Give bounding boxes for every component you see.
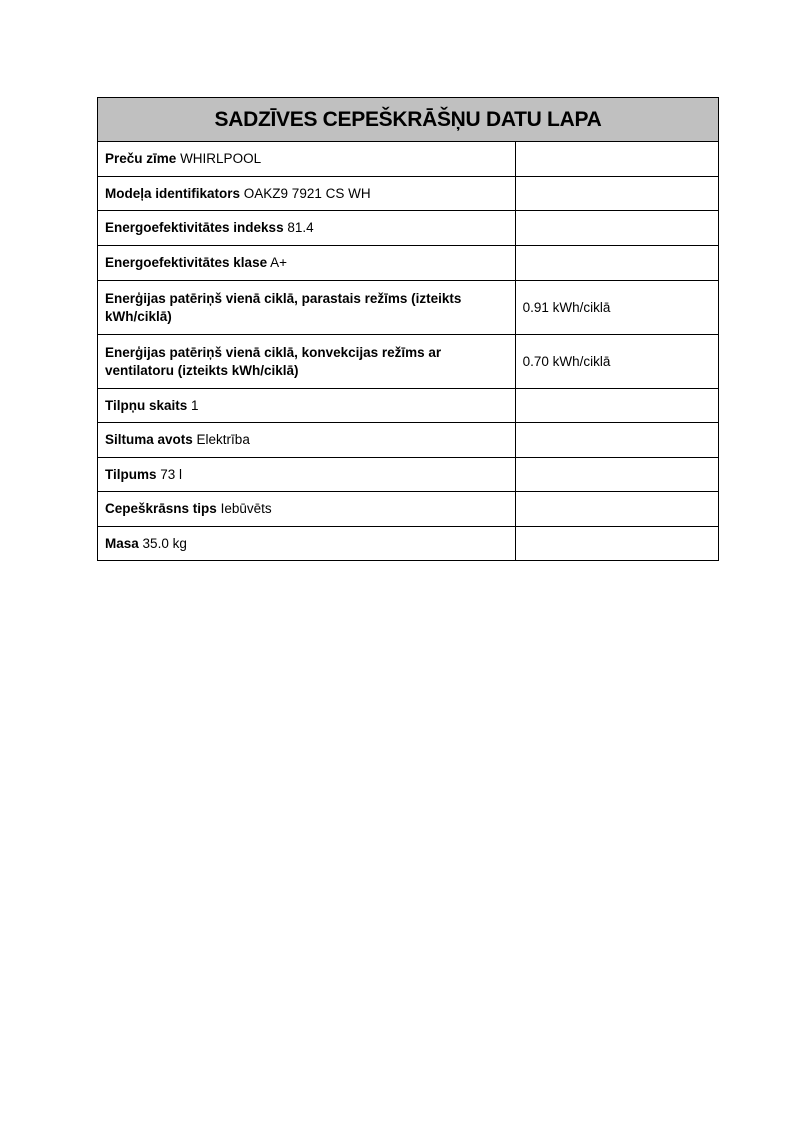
row-right-value xyxy=(515,211,718,246)
row-value: 73 l xyxy=(160,466,183,482)
datasheet-table xyxy=(97,97,719,561)
row-right-value xyxy=(515,492,718,527)
row-label: Modeļa identifikators xyxy=(105,185,241,201)
row-label: Enerģijas patēriņš vienā ciklā, konvekcijas režīms ar ventilatoru (izteikts kWh/ciklā) xyxy=(105,344,442,378)
table-row xyxy=(98,335,719,389)
table-row xyxy=(98,492,719,527)
row-right-value xyxy=(515,423,718,458)
table-row xyxy=(98,527,719,561)
table-row xyxy=(98,281,719,335)
row-right-value: 0.70 kWh/ciklā xyxy=(515,335,718,389)
title-row xyxy=(98,98,719,142)
row-right-value xyxy=(515,142,718,177)
row-label: Tilpņu skaits xyxy=(105,397,188,413)
row-right-value xyxy=(515,246,718,281)
row-label: Masa xyxy=(105,535,139,551)
table-row xyxy=(98,458,719,492)
row-value: A+ xyxy=(270,255,287,270)
row-value: 1 xyxy=(191,397,199,413)
row-right-value xyxy=(515,389,718,423)
page-title: SADZĪVES CEPEŠKRĀŠŅU DATU LAPA xyxy=(98,98,719,142)
row-label: Enerģijas patēriņš vienā ciklā, parastais režīms (izteikts kWh/ciklā) xyxy=(105,290,462,324)
row-value: Elektrība xyxy=(196,432,250,447)
table-row xyxy=(98,246,719,281)
table-row xyxy=(98,423,719,458)
row-label: Preču zīme xyxy=(105,151,177,166)
row-right-value xyxy=(515,177,718,211)
table-row xyxy=(98,177,719,211)
table-row xyxy=(98,389,719,423)
row-label: Energoefektivitātes klase xyxy=(105,255,268,270)
row-right-value xyxy=(515,458,718,492)
row-value: 35.0 kg xyxy=(142,535,187,551)
row-label: Siltuma avots xyxy=(105,432,193,447)
table-row xyxy=(98,142,719,177)
table-row xyxy=(98,211,719,246)
row-label: Cepeškrāsns tips xyxy=(105,501,217,516)
row-right-value xyxy=(515,527,718,561)
row-right-value: 0.91 kWh/ciklā xyxy=(515,281,718,335)
row-label: Tilpums xyxy=(105,466,157,482)
row-label: Energoefektivitātes indekss xyxy=(105,220,284,235)
row-value: Iebūvēts xyxy=(220,501,272,516)
row-value: 81.4 xyxy=(287,220,314,235)
row-value: OAKZ9 7921 CS WH xyxy=(243,185,371,201)
row-value: WHIRLPOOL xyxy=(180,151,262,166)
